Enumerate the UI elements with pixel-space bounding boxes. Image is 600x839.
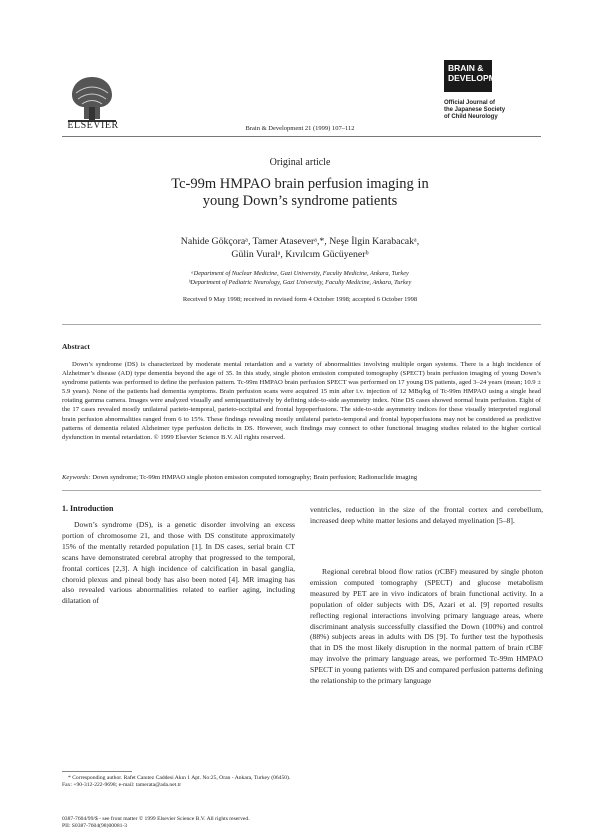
copyright-line1: 0387-7604/99/$ - see front matter © 1999 Elsevier Science B.V. All rights reserved. <box>62 816 250 822</box>
journal-reference: Brain & Development 21 (1999) 107–112 <box>245 125 355 132</box>
journal-subtitle-3: of Child Neurology <box>444 114 498 120</box>
abstract-heading: Abstract <box>62 342 90 351</box>
article-title-line1: Tc-99m HMPAO brain perfusion imaging in <box>171 176 429 192</box>
section-heading: 1. Introduction <box>62 504 114 513</box>
keywords-list: Down syndrome; Tc-99m HMPAO single photon emission computed tomography; Brain perfusion; Radionuclide imaging <box>92 474 418 481</box>
copyright <box>62 816 250 831</box>
affiliation-b: ᵇDepartment of Pediatric Neurology, Gazi University, Faculty Medicine, Ankara, Turkey <box>188 278 412 286</box>
authors-line1: Nahide Gökçoraᵃ, Tamer Ataseverᵃ,*, Neşe İlgin Karabacakᵃ, <box>180 236 420 247</box>
journal-logo-line1: BRAIN & <box>448 63 484 73</box>
journal-subtitle-2: the Japanese Society <box>444 107 506 113</box>
header-divider <box>62 136 541 137</box>
journal-subtitle-1: Official Journal of <box>444 100 496 106</box>
article-title <box>0 176 600 210</box>
journal-logo <box>444 60 513 92</box>
affiliations <box>0 270 600 287</box>
keywords-label: Keywords: <box>62 474 91 481</box>
copyright-pii: PII: S0387-7604(98)00081-3 <box>62 823 128 830</box>
authors-line2: Gülin Vuralᵃ, Kıvılcım Gücüyenerᵇ <box>231 248 369 260</box>
abstract-bottom-divider <box>62 490 541 491</box>
affiliation-a: ᵃDepartment of Nuclear Medicine, Gazi University, Faculty Medicine, Ankara, Turkey <box>191 270 409 277</box>
abstract-text: Down’s syndrome (DS) is characterized by moderate mental retardation and a variety of abnormalities involving multiple organ systems. There is a high incidence of Alzheimer’s disease (AD) type dementia beyond the age of 35. In this study, single photon emission computed tomography (SPECT) brain perfusion imaging of young Down’s syndrome patients was performed to define the perfusion pattern. Tc-99m HMPAO brain perfusion SPECT was performed on 17 young DS patients, aged 3–24 years (mean; 10.9 ± 5.9 years). None of the patients had dementia symptoms. Brain perfusion scans were acquired 15 min after i.v. injection of 12 MBq/kg of Tc-99m HMPAO using a single head rotating gamma camera. Images were analyzed visually and semiquantitatively by defining side-to-side asymmetry index. Nine DS cases showed normal brain perfusion. Eight of the 17 cases revealed mostly unilateral parieto-temporal, parieto-occipital and frontal hypoperfusions. The side-to-side asymmetry indices for these visually interpreted regional brain perfusion abnormalities ranged from 6 to 15%. These findings revealing mostly unilateral parieto-temporal and frontal hypoperfusions may not be considered as predictive patterns of dementia related Alzheimer type perfusion deficits in DS. However, such findings may connect to other functional imaging studies related to the higher cortical dysfunction in mental retardation. © 1999 Elsevier Science B.V. All rights reserved. <box>62 361 541 441</box>
footnote: * Corresponding author. Rafet Canıtez Caddesi Akın 1 Apt. No:25, Oran - Ankara, Turkey (06450). Fax: +90-312-222-9698; e-mail: tamerata@ada.net.tr <box>62 775 291 789</box>
footnote-divider <box>62 771 132 772</box>
abstract-top-divider <box>62 324 541 325</box>
column2-paragraph2: Regional cerebral blood flow ratios (rCBF) measured by single photon emission computed tomography (SPECT) and glucose metabolism measured by PET are in vivo indicators of brain functional activity. In a population of older subjects with DS, Azari et al. [9] reported results reflecting regional interactions involving primary language areas, where discriminant analysis successfully classified the Down (100%) and control (88%) subjects areas in adults with DS [9]. To further test the hypothesis that in DS the most likely disruption in the normal pattern of brain rCBF may involve the primary language areas, we performed Tc-99m HMPAO SPECT in young patients with DS and compared perfusion patterns defining the relationship to the primary language <box>310 567 543 686</box>
article-title-line2: young Down’s syndrome patients <box>202 193 398 209</box>
keywords <box>62 474 541 481</box>
column2-paragraph1: ventricles, reduction in the size of the frontal cortex and cerebellum, increased deep white matter lesions and delayed myelination [5–8]. <box>310 505 543 525</box>
article-dates: Received 9 May 1998; received in revised form 4 October 1998; accepted 6 October 1998 <box>182 296 418 303</box>
journal-subtitle <box>444 100 544 121</box>
column1-paragraph: Down’s syndrome (DS), is a genetic disorder involving an excess portion of chromosome 21, and those with DS constitute approximately 15% of the mentally retarded population [1]. In DS cases, serial brain CT scans have demonstrated cerebral atrophy that progressed to the temporal, frontal cortices [2,3]. A high incidence of calcification in basal ganglia, choroid plexus and pineal body has also been noted [4]. MR imaging has also revealed various abnormalities related to earlier aging, including dilatation of <box>62 520 295 606</box>
journal-logo-line2: DEVELOPMENT <box>448 73 513 83</box>
publisher-name: ELSEVIER <box>67 120 119 131</box>
article-type: Original article <box>269 157 331 168</box>
author-list <box>0 236 600 261</box>
